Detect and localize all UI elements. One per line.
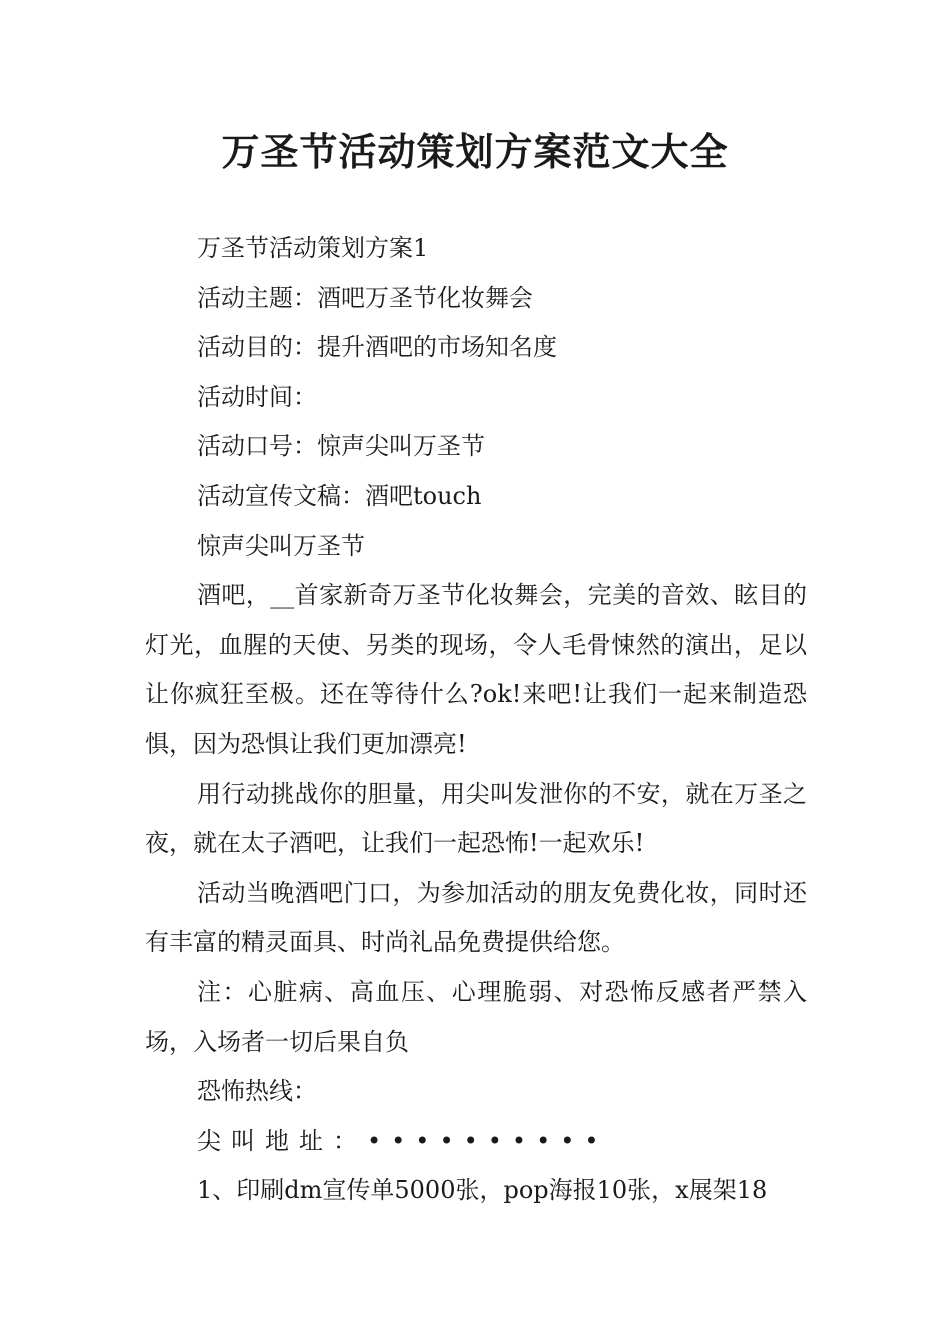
promo-copy-label: 活动宣传文稿：酒吧touch [197, 481, 482, 510]
document-title: 万圣节活动策划方案范文大全 [221, 130, 729, 174]
hotline-line: 恐怖热线： [197, 1077, 317, 1106]
address-line: 尖叫地址：•••••••••• [197, 1126, 609, 1155]
document-body [145, 224, 807, 1216]
body-paragraph: 酒吧，__首家新奇万圣节化妆舞会，完美的音效、眩目的灯光，血腥的天使、另类的现场，令人毛骨悚然的演出，足以让你疯狂至极。还在等待什么?ok!来吧!让我们一起来制造恐惧，因为恐惧让我们更加漂亮! [145, 581, 807, 758]
notice-paragraph: 注：心脏病、高血压、心理脆弱、对恐怖反感者严禁入场，入场者一切后果自负 [145, 977, 807, 1056]
activity-slogan: 活动口号：惊声尖叫万圣节 [197, 432, 485, 461]
activity-purpose: 活动目的：提升酒吧的市场知名度 [197, 333, 557, 362]
body-paragraph: 活动当晚酒吧门口，为参加活动的朋友免费化妆，同时还有丰富的精灵面具、时尚礼品免费提供给您。 [145, 878, 807, 957]
section-heading: 万圣节活动策划方案1 [197, 234, 429, 262]
list-item: 1、印刷dm宣传单5000张，pop海报10张，x展架18 [197, 1176, 768, 1205]
promo-copy-headline: 惊声尖叫万圣节 [197, 531, 365, 560]
body-paragraph: 用行动挑战你的胆量，用尖叫发泄你的不安，就在万圣之夜，就在太子酒吧，让我们一起恐怖!一起欢乐! [145, 779, 807, 858]
activity-theme: 活动主题：酒吧万圣节化妆舞会 [197, 283, 533, 312]
activity-time: 活动时间： [197, 382, 317, 411]
